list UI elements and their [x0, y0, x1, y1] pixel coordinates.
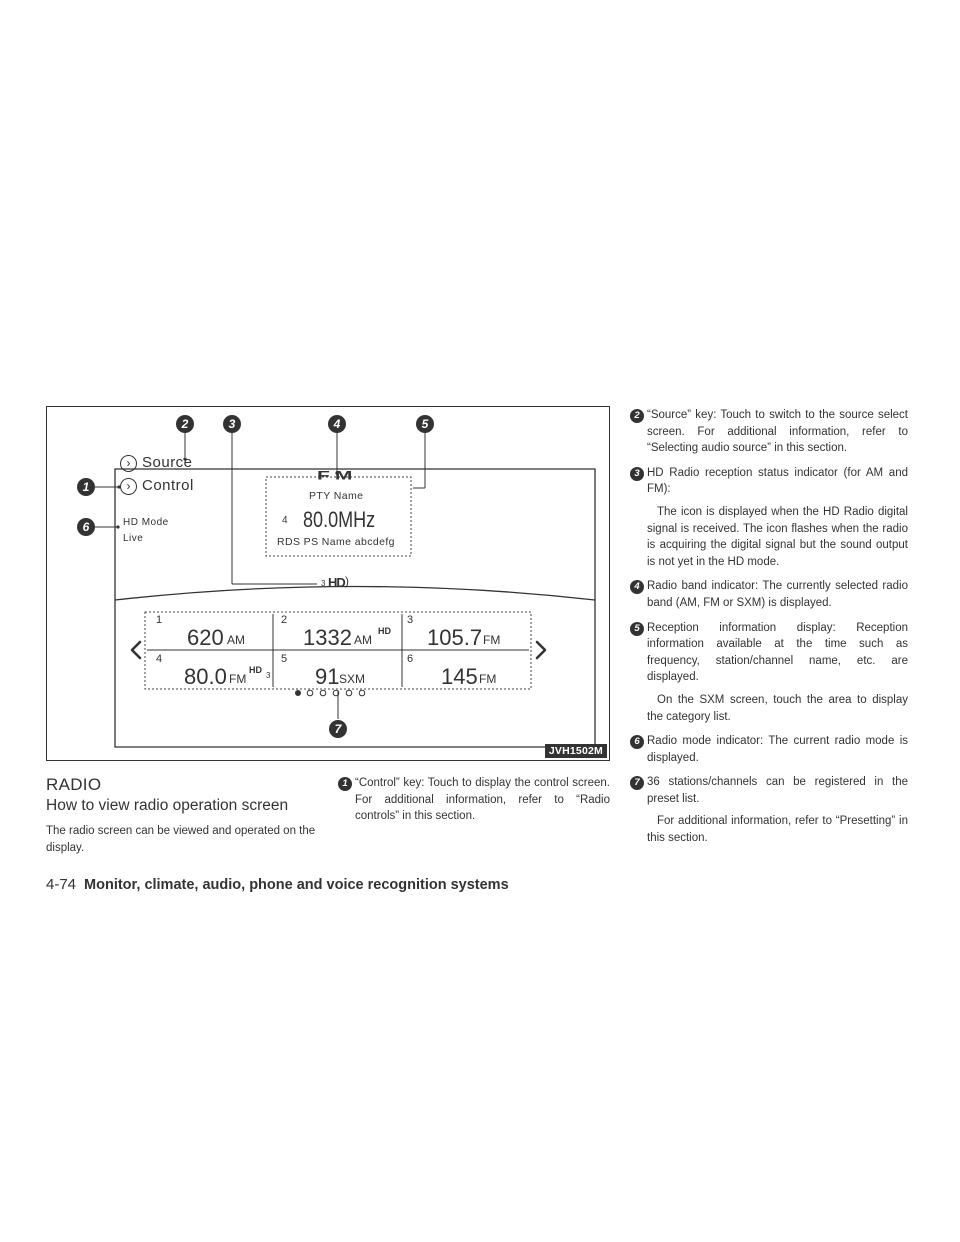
subsection-title: How to view radio operation screen — [46, 797, 289, 814]
right-column — [630, 407, 908, 847]
preset-unit: FM — [229, 672, 247, 686]
item-number: 2 — [630, 409, 644, 423]
rds-ps-name: RDS PS Name abcdefg — [277, 536, 395, 548]
preset-unit: AM — [354, 633, 372, 647]
hd-status-sub: 3 — [321, 579, 326, 588]
page-dot-active — [295, 690, 301, 696]
item-2 — [630, 407, 908, 457]
item-text: HD Radio reception status indicator (for AM and FM): — [647, 466, 908, 496]
preset-number: 3 — [407, 614, 414, 626]
current-channel-number: 4 — [282, 515, 288, 526]
callout-5: 5 — [416, 415, 434, 433]
radio-screen-figure — [46, 406, 610, 761]
item-text: “Source” key: Touch to switch to the source select screen. For additional information, refer to “Selecting audio source” in this section. — [647, 409, 908, 455]
figure-code: JVH1502M — [545, 744, 607, 758]
control-key[interactable]: Control — [142, 477, 194, 494]
radio-band-indicator: FM — [317, 469, 358, 483]
hd-mode-label: HD Mode — [123, 517, 169, 528]
item-text: “Control” key: Touch to display the control screen. For additional information, refer to “Radio controls” in this section. — [355, 777, 610, 823]
item-6 — [630, 733, 908, 766]
preset-number: 4 — [156, 653, 163, 665]
preset-frequency: 91 — [315, 664, 340, 689]
item-text: Reception information display: Reception information available at the time such as frequency, station/channel name, etc. are displayed. — [647, 621, 908, 684]
current-frequency: 80.0MHz — [303, 507, 376, 532]
item-text: Radio mode indicator: The current radio mode is displayed. — [647, 735, 908, 764]
item-text: 36 stations/channels can be registered in the preset list. — [647, 776, 908, 805]
item-number: 3 — [630, 467, 644, 481]
item-note: On the SXM screen, touch the area to display the category list. — [647, 693, 908, 723]
callout-1: 1 — [77, 478, 95, 496]
callout-2: 2 — [176, 415, 194, 433]
preset-frequency: 80.0 — [184, 664, 227, 689]
hd-radio-indicator-icon: HD — [328, 575, 345, 590]
preset-hd-sub: 3 — [266, 671, 271, 680]
intro-paragraph: The radio screen can be viewed and operated on the display. — [46, 825, 316, 854]
preset-unit: AM — [227, 633, 245, 647]
left-arrow-icon — [132, 642, 140, 658]
preset-hd-icon: HD — [378, 626, 391, 636]
item-3 — [630, 465, 908, 571]
preset-frequency: 1332 — [303, 625, 352, 650]
preset-number: 1 — [156, 614, 163, 626]
item-number: 7 — [630, 776, 644, 790]
screen-divider — [115, 587, 595, 601]
hd-mode-value: Live — [123, 533, 144, 544]
item-4 — [630, 578, 908, 611]
preset-frequency: 145 — [441, 664, 478, 689]
callout-6: 6 — [77, 518, 95, 536]
item-1 — [338, 775, 610, 825]
callout-7: 7 — [329, 720, 347, 738]
preset-unit: FM — [479, 672, 497, 686]
item-number: 6 — [630, 735, 644, 749]
pty-name: PTY Name — [309, 490, 364, 502]
item-note: The icon is displayed when the HD Radio digital signal is received. The icon flashes when the radio is acquiring the digital signal but the sound output is not yet in the HD mode. — [647, 505, 908, 568]
item-text: Radio band indicator: The currently selected radio band (AM, FM or SXM) is displayed. — [647, 580, 908, 609]
hd-signal-arc-icon: ) — [345, 574, 349, 588]
right-arrow-icon — [537, 642, 545, 658]
preset-hd-icon: HD — [249, 665, 262, 675]
preset-frequency: 620 — [187, 625, 224, 650]
item-number: 1 — [338, 777, 352, 791]
source-key[interactable]: Source — [142, 454, 193, 471]
item-note: For additional information, refer to “Presetting” in this section. — [647, 815, 908, 845]
preset-unit: FM — [483, 633, 501, 647]
chevron-right-icon: › — [120, 478, 137, 495]
preset-unit: SXM — [339, 672, 366, 686]
preset-number: 5 — [281, 653, 288, 665]
preset-number: 2 — [281, 614, 288, 626]
item-5 — [630, 620, 908, 726]
item-number: 5 — [630, 622, 644, 636]
callout-3: 3 — [223, 415, 241, 433]
callout-4: 4 — [328, 415, 346, 433]
page-footer — [46, 876, 509, 893]
chapter-title: Monitor, climate, audio, phone and voice recognition systems — [84, 877, 509, 893]
page-number: 4-74 — [46, 876, 77, 893]
chevron-right-icon: › — [120, 455, 137, 472]
section-title: RADIO — [46, 775, 102, 794]
item-number: 4 — [630, 580, 644, 594]
item-7 — [630, 774, 908, 846]
preset-frequency: 105.7 — [427, 625, 483, 650]
preset-number: 6 — [407, 653, 414, 665]
